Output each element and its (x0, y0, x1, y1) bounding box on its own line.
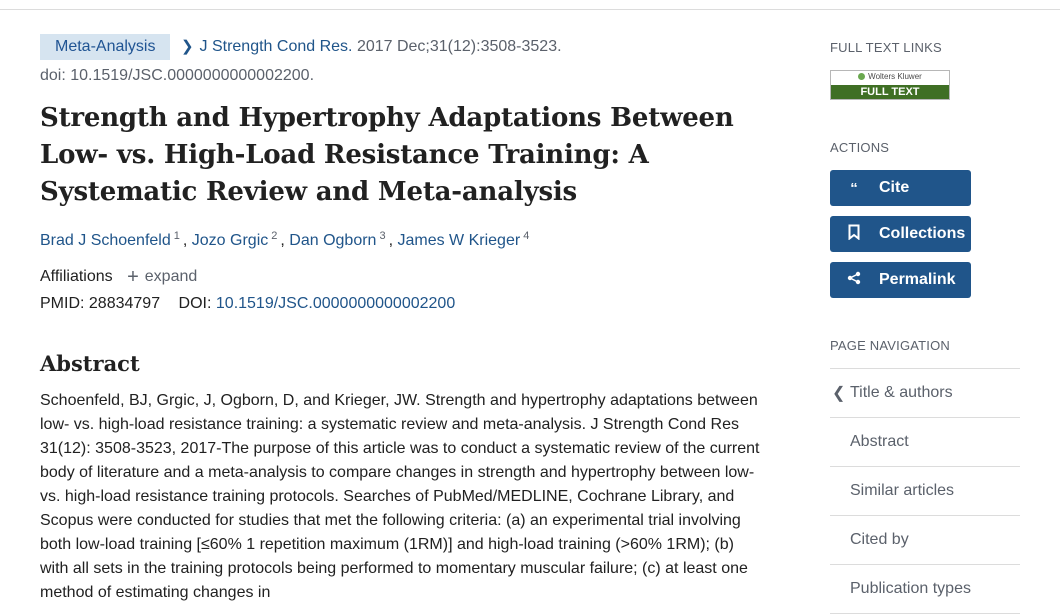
share-icon (844, 271, 864, 289)
citation-date: 2017 Dec;31(12):3508-3523. (356, 38, 562, 55)
affiliations-expand-button[interactable] (127, 266, 198, 288)
publication-type-badge[interactable]: Meta-Analysis (40, 34, 170, 60)
top-divider (0, 9, 1060, 10)
affiliation-number[interactable]: 2 (271, 230, 278, 242)
identifiers-row (40, 293, 765, 315)
collections-button[interactable] (830, 216, 971, 252)
sidebar (830, 40, 1020, 614)
doi-label: DOI: (178, 295, 212, 312)
full-text-label: FULL TEXT (831, 85, 949, 99)
article-main (40, 32, 765, 605)
affiliation-number[interactable]: 4 (523, 230, 530, 242)
abstract-heading: Abstract (40, 351, 140, 376)
journal-link[interactable]: J Strength Cond Res. (199, 38, 353, 55)
permalink-button-label: Permalink (879, 271, 956, 288)
publisher-logo-text: Wolters Kluwer (831, 71, 949, 83)
collections-button-label: Collections (879, 225, 966, 242)
author-link[interactable]: Dan Ogborn (289, 232, 377, 249)
doi-link[interactable]: 10.1519/JSC.0000000000002200 (215, 295, 456, 312)
author-separator: , (280, 232, 285, 249)
full-text-links-heading: FULL TEXT LINKS (830, 40, 942, 55)
article-title: Strength and Hypertrophy Adaptations Between Low- vs. High-Load Resistance Training: A Systematic Review and Meta-analysis (40, 103, 734, 207)
cite-button[interactable] (830, 170, 971, 206)
page-navigation-heading: PAGE NAVIGATION (830, 338, 951, 353)
actions-heading: ACTIONS (830, 140, 890, 155)
citation-doi: doi: 10.1519/JSC.0000000000002200. (40, 67, 315, 84)
publisher-logo-icon (858, 73, 865, 80)
abstract-text: Schoenfeld, BJ, Grgic, J, Ogborn, D, and Krieger, JW. Strength and hypertrophy adaptations between low- vs. high-load resistance training: a systematic review and meta-analysis. J Strength Cond Res 31(12): 3508-3523, 2017-The purpose of this article was to conduct a systematic review of the current body of literature and a meta-analysis to compare changes in strength and hypertrophy between low- vs. high-load resistance training protocols. Searches of PubMed/MEDLINE, Cochrane Library, and Scopus were conducted for studies that met the following criteria: (a) an experimental trial involving both low-load training [≤60% 1 repetition maximum (1RM)] and high-load training (>60% 1RM); (b) with all sets in the training protocols being performed to momentary muscular failure; (c) at least one method of estimating changes in (40, 392, 760, 601)
author-list (40, 225, 765, 252)
affiliation-number[interactable]: 3 (379, 230, 386, 242)
affiliations-row (40, 266, 765, 288)
nav-item-cited-by[interactable] (830, 516, 1020, 565)
cite-button-label: Cite (879, 179, 910, 196)
page-navigation (830, 368, 1020, 614)
author-separator: , (388, 232, 394, 249)
nav-item-label: Similar articles (850, 482, 955, 499)
affiliation-number[interactable]: 1 (173, 230, 180, 242)
nav-item-label: Abstract (850, 433, 909, 450)
author-link[interactable]: James W Krieger (397, 232, 521, 249)
plus-icon: + (127, 266, 139, 288)
pmid-value: 28834797 (88, 295, 161, 312)
nav-item-publication-types[interactable] (830, 565, 1020, 614)
affiliations-label: Affiliations (40, 268, 113, 285)
expand-label: expand (144, 268, 198, 285)
quote-icon: “ (850, 179, 858, 197)
nav-item-title-authors[interactable] (830, 369, 1020, 418)
author-separator: , (182, 232, 188, 249)
nav-item-label: Cited by (850, 531, 909, 548)
permalink-button[interactable] (830, 262, 971, 298)
chevron-left-icon: ❮ (832, 385, 846, 402)
nav-item-abstract[interactable] (830, 418, 1020, 467)
bookmark-icon (844, 224, 864, 244)
nav-item-similar-articles[interactable] (830, 467, 1020, 516)
nav-item-label: Publication types (850, 580, 971, 597)
author-link[interactable]: Brad J Schoenfeld (40, 232, 171, 249)
nav-item-label: Title & authors (850, 384, 953, 401)
chevron-right-icon: ❯ (180, 38, 194, 55)
author-link[interactable]: Jozo Grgic (191, 232, 269, 249)
citation-line (40, 32, 765, 90)
wolters-kluwer-full-text-link[interactable] (830, 70, 950, 100)
pmid-label: PMID: (40, 295, 85, 312)
